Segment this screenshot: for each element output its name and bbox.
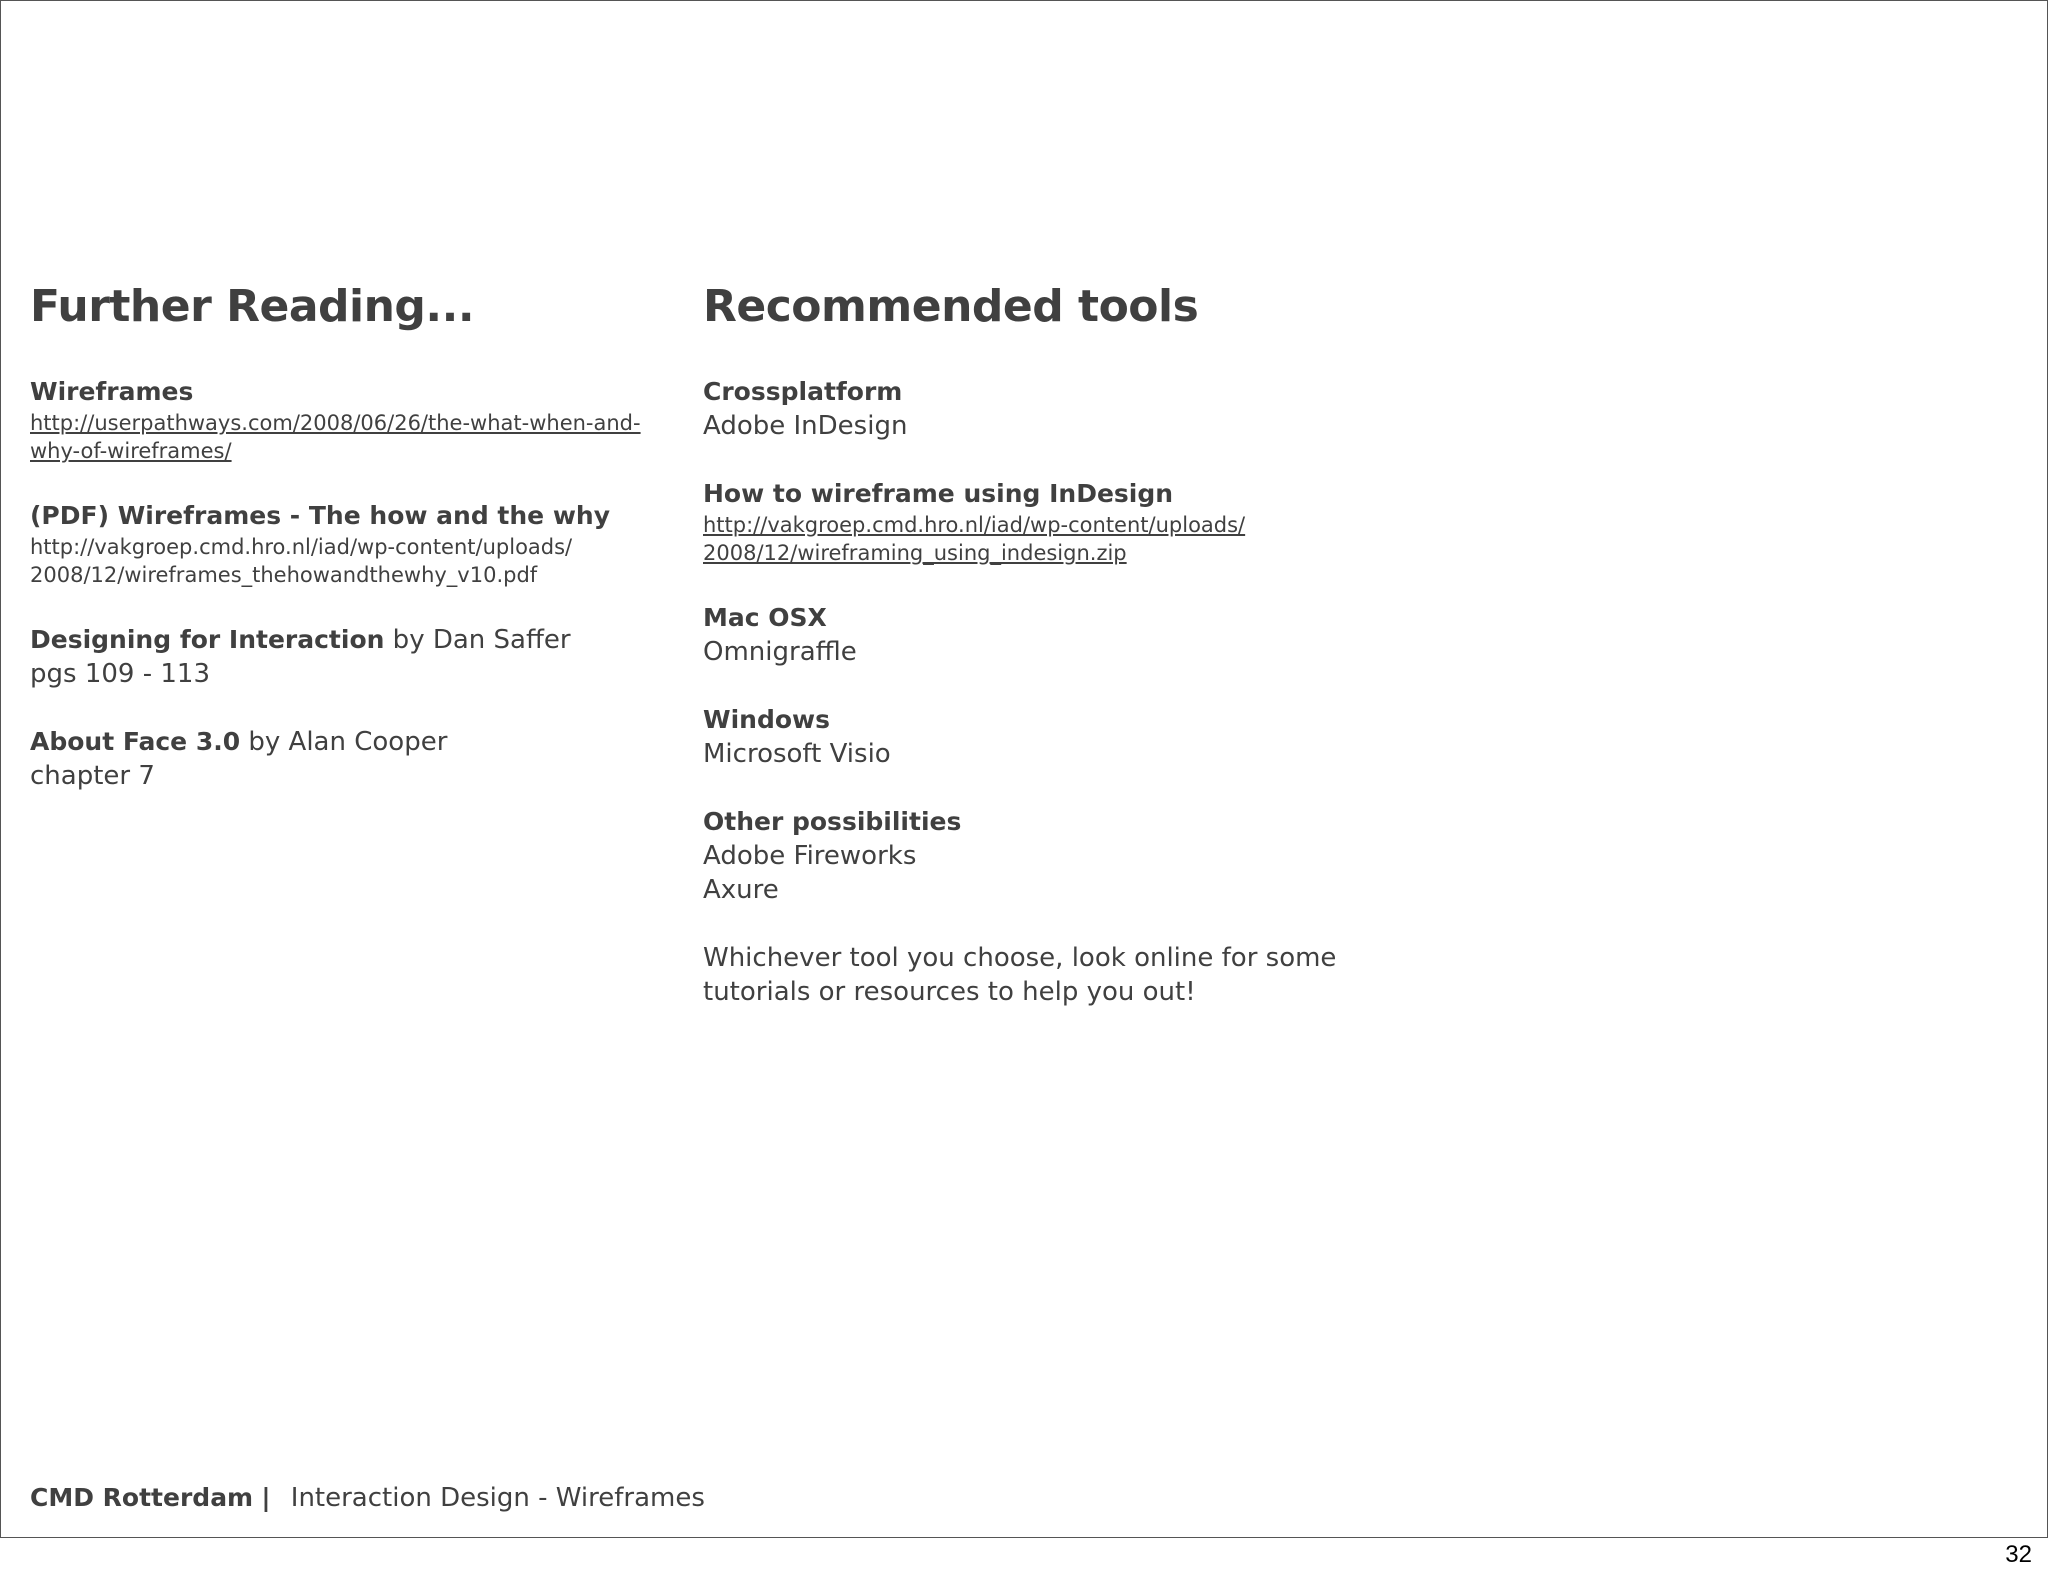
reading-item-pdf — [30, 499, 670, 589]
indesign-zip-link[interactable] — [703, 511, 1463, 567]
tool-item-indesign-howto — [703, 477, 1463, 567]
tool-name: Omnigraffle — [703, 637, 857, 667]
book-detail: chapter 7 — [30, 761, 155, 791]
pdf-url — [30, 533, 670, 589]
tool-category: Crossplatform — [703, 377, 903, 406]
tool-item-other — [703, 805, 1463, 907]
tool-name: Axure — [703, 875, 779, 905]
link-line-1: http://vakgroep.cmd.hro.nl/iad/wp-content/uploads/ — [703, 513, 1246, 537]
book-author: by Dan Saffer — [384, 625, 571, 655]
tool-category: Mac OSX — [703, 603, 827, 632]
url-line-1: http://vakgroep.cmd.hro.nl/iad/wp-content/uploads/ — [30, 535, 573, 559]
tool-category: Windows — [703, 705, 830, 734]
tool-category: Other possibilities — [703, 807, 962, 836]
footer-separator: | — [261, 1483, 271, 1512]
book-detail: pgs 109 - 113 — [30, 659, 210, 689]
footer-brand: CMD Rotterdam — [30, 1483, 254, 1512]
slide-footer — [30, 1481, 705, 1515]
tool-item-crossplatform — [703, 375, 1463, 443]
tool-item-windows — [703, 703, 1463, 771]
link-line-2: 2008/12/wireframing_using_indesign.zip — [703, 541, 1127, 565]
further-reading-heading: Further Reading... — [30, 281, 475, 332]
link-line-2: why-of-wireframes/ — [30, 439, 232, 463]
reading-item-title: (PDF) Wireframes - The how and the why — [30, 501, 611, 530]
tool-name: Adobe Fireworks — [703, 841, 917, 871]
tool-name: Microsoft Visio — [703, 739, 891, 769]
tool-item-mac — [703, 601, 1463, 669]
book-line — [30, 725, 670, 759]
book-author: by Alan Cooper — [240, 727, 448, 757]
tool-category: How to wireframe using InDesign — [703, 479, 1174, 508]
tool-name: Adobe InDesign — [703, 411, 908, 441]
reading-item-title: Wireframes — [30, 377, 194, 406]
recommended-tools-heading: Recommended tools — [703, 281, 1199, 332]
further-reading-column — [30, 279, 670, 827]
page-number: 32 — [2005, 1541, 2032, 1568]
recommended-tools-column — [703, 279, 1463, 1043]
closing-line-1: Whichever tool you choose, look online for some — [703, 943, 1337, 973]
wireframes-link[interactable] — [30, 409, 670, 465]
closing-note — [703, 941, 1463, 1009]
url-line-2: 2008/12/wireframes_thehowandthewhy_v10.pdf — [30, 563, 538, 587]
closing-line-2: tutorials or resources to help you out! — [703, 977, 1196, 1007]
footer-subtitle: Interaction Design - Wireframes — [290, 1483, 705, 1513]
book-title: About Face 3.0 — [30, 727, 241, 756]
reading-item-designing-for-interaction — [30, 623, 670, 691]
reading-item-about-face — [30, 725, 670, 793]
link-line-1: http://userpathways.com/2008/06/26/the-what-when-and- — [30, 411, 641, 435]
book-line — [30, 623, 670, 657]
reading-item-wireframes — [30, 375, 670, 465]
book-title: Designing for Interaction — [30, 625, 385, 654]
